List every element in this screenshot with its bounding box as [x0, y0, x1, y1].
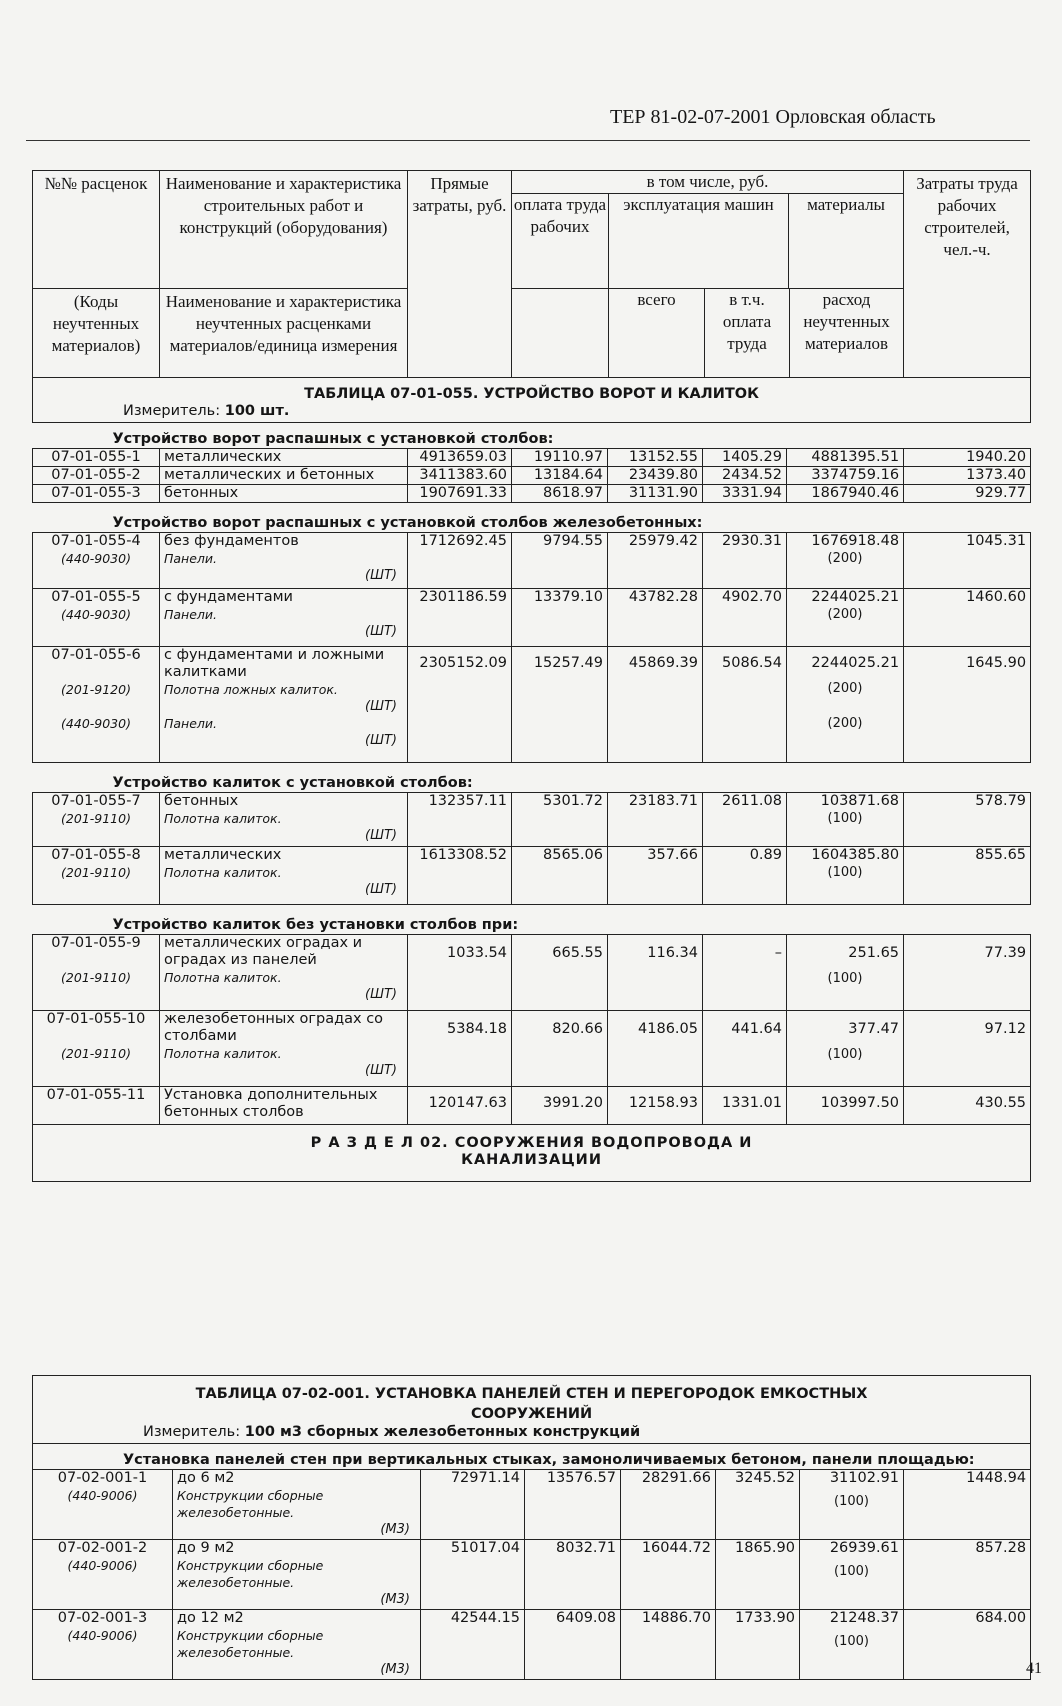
row-labor: 1045.31: [904, 533, 1031, 589]
table2-meter: [33, 1424, 1031, 1444]
material-unit: (М3): [380, 1522, 410, 1537]
row-direct: 51017.04: [421, 1540, 525, 1610]
row-wages: 19110.97: [512, 449, 608, 467]
row-direct: 3411383.60: [408, 467, 512, 485]
caption-line: СООРУЖЕНИЙ: [470, 1406, 593, 1422]
row-direct: 42544.15: [421, 1610, 525, 1680]
row-code: 07-02-001-2: [57, 1540, 148, 1556]
table-row: [33, 485, 1031, 503]
price-table: [32, 170, 1031, 1182]
row-name: с фундаментами и ложными калитками: [164, 647, 385, 680]
row-wages: 820.66: [512, 1011, 608, 1087]
header-incl-group: [512, 171, 904, 289]
table-row: [33, 647, 1031, 763]
price-table-2: [32, 1375, 1031, 1680]
row-direct: 120147.63: [408, 1087, 512, 1125]
material-qty: (200): [827, 681, 863, 696]
row-machines: 45869.39: [608, 647, 703, 763]
material-name: Полотна калиток.: [164, 970, 282, 985]
table-row: [33, 793, 1031, 847]
row-materials: 103997.50: [787, 1087, 904, 1125]
row-code: 07-01-055-1: [33, 449, 160, 467]
row-direct: 72971.14: [421, 1470, 525, 1540]
material-code: (440-9006): [67, 1628, 138, 1643]
row-machines: 14886.70: [621, 1610, 716, 1680]
row-name: бетонных: [160, 485, 408, 503]
row-machine-wages: 2611.08: [703, 793, 787, 847]
row-direct: 2301186.59: [408, 589, 512, 647]
material-unit: (ШТ): [365, 1063, 397, 1078]
row-machines: 28291.66: [621, 1470, 716, 1540]
row-code: 07-01-055-6: [51, 647, 141, 663]
row-machines: 357.66: [608, 847, 703, 905]
material-unit: (ШТ): [365, 733, 397, 748]
row-wages: 5301.72: [512, 793, 608, 847]
row-direct: 132357.11: [408, 793, 512, 847]
material-unit: (ШТ): [365, 699, 397, 714]
table2-caption: [33, 1376, 1031, 1425]
row-materials: 1676918.48: [811, 533, 900, 549]
row-materials: 26939.61: [829, 1540, 899, 1556]
table-row: [33, 1470, 1031, 1540]
row-code: 07-01-055-9: [51, 935, 141, 951]
row-machines: 13152.55: [608, 449, 703, 467]
material-name: Полотна калиток.: [164, 811, 282, 826]
page-number: 41: [1026, 1660, 1042, 1677]
material-qty: (100): [834, 1494, 869, 1509]
row-wages: 8565.06: [512, 847, 608, 905]
material-code: (201-9110): [61, 1046, 131, 1061]
row-materials: 2244025.21: [811, 655, 900, 671]
header-rule: [26, 140, 1030, 141]
material-code: (440-9030): [61, 716, 131, 731]
material-code: (201-9120): [61, 682, 131, 697]
material-name: Конструкции сборные железобетонные.: [177, 1628, 324, 1660]
header-total: всего: [609, 289, 705, 377]
material-unit: (ШТ): [365, 882, 397, 897]
material-unit: (ШТ): [365, 624, 397, 639]
row-labor: 1448.94: [904, 1470, 1031, 1540]
row-code: 07-01-055-8: [51, 847, 141, 863]
row-materials: 103871.68: [820, 793, 900, 809]
row-code: 07-01-055-3: [33, 485, 160, 503]
row-materials: 1604385.80: [811, 847, 900, 863]
row-labor: 929.77: [904, 485, 1031, 503]
row-code: 07-01-055-7: [51, 793, 141, 809]
group-title: Устройство ворот распашных с установкой столбов железобетонных:: [33, 503, 1031, 533]
row-code: 07-01-055-2: [33, 467, 160, 485]
header-material-codes: (Коды неучтенных материалов): [33, 289, 160, 378]
row-wages: 13576.57: [525, 1470, 621, 1540]
row-labor: 855.65: [904, 847, 1031, 905]
section-title-line: Р А З Д Е Л 02. СООРУЖЕНИЯ ВОДОПРОВОДА И: [310, 1135, 753, 1151]
row-wages: 665.55: [512, 935, 608, 1011]
material-code: (201-9110): [61, 811, 131, 826]
row-machine-wages: 1733.90: [716, 1610, 800, 1680]
row-materials: 4881395.51: [787, 449, 904, 467]
header-codes: №№ расценок: [33, 171, 160, 289]
row-machine-wages: 441.64: [703, 1011, 787, 1087]
material-unit: (М3): [380, 1662, 410, 1677]
meter-label: Измеритель:: [143, 1424, 241, 1440]
row-machine-wages: 2434.52: [703, 467, 787, 485]
table-row: [33, 1011, 1031, 1087]
row-direct: 1712692.45: [408, 533, 512, 589]
header-incl-wages: в т.ч. оплата труда: [705, 289, 790, 377]
row-wages: 3991.20: [512, 1087, 608, 1125]
row-labor: 77.39: [904, 935, 1031, 1011]
row-direct: 1613308.52: [408, 847, 512, 905]
row-labor: 578.79: [904, 793, 1031, 847]
material-name: Полотна ложных калиток.: [164, 682, 338, 697]
row-machine-wages: 3245.52: [716, 1470, 800, 1540]
header-labor: Затраты труда рабочих строителей, чел.-ч.: [904, 171, 1031, 378]
material-code: (440-9006): [67, 1488, 138, 1503]
row-code: 07-01-055-4: [51, 533, 141, 549]
material-qty: (100): [827, 971, 863, 986]
row-machine-wages: –: [703, 935, 787, 1011]
row-machine-wages: 1405.29: [703, 449, 787, 467]
row-machine-wages: 4902.70: [703, 589, 787, 647]
table-row: [33, 1540, 1031, 1610]
group-title: Устройство ворот распашных с установкой столбов:: [33, 423, 1031, 449]
row-name: металлических оградах и оградах из панелей: [164, 935, 363, 968]
row-machines: 4186.05: [608, 1011, 703, 1087]
row-wages: 13184.64: [512, 467, 608, 485]
material-name: Конструкции сборные железобетонные.: [177, 1558, 324, 1590]
row-labor: 1940.20: [904, 449, 1031, 467]
meter-value: 100 м3 сборных железобетонных конструкций: [244, 1424, 641, 1440]
row-name: с фундаментами: [164, 589, 293, 605]
row-machine-wages: 0.89: [703, 847, 787, 905]
material-qty: (100): [834, 1634, 869, 1649]
row-wages: 9794.55: [512, 533, 608, 589]
header-name: Наименование и характеристика строительных работ и конструкций (оборудования): [160, 171, 408, 289]
group-title: Устройство калиток без установки столбов при:: [33, 905, 1031, 935]
header-machines: эксплуатация машин: [609, 194, 789, 288]
material-qty: (200): [827, 551, 863, 566]
header-unaccounted: расход неучтенных материалов: [803, 290, 890, 353]
row-wages: 13379.10: [512, 589, 608, 647]
row-machine-wages: 3331.94: [703, 485, 787, 503]
row-direct: 1033.54: [408, 935, 512, 1011]
material-name: Панели.: [164, 607, 218, 622]
caption-line: ТАБЛИЦА 07-02-001. УСТАНОВКА ПАНЕЛЕЙ СТЕН И ПЕРЕГОРОДОК ЕМКОСТНЫХ: [195, 1386, 868, 1402]
material-qty: (100): [827, 1047, 863, 1062]
table-row: [33, 449, 1031, 467]
row-labor: 1373.40: [904, 467, 1031, 485]
row-labor: 857.28: [904, 1540, 1031, 1610]
row-machine-wages: 1865.90: [716, 1540, 800, 1610]
material-name: Конструкции сборные железобетонные.: [177, 1488, 324, 1520]
row-labor: 430.55: [904, 1087, 1031, 1125]
row-name: металлических: [164, 847, 282, 863]
material-name: Полотна калиток.: [164, 1046, 282, 1061]
running-header: ТЕР 81-02-07-2001 Орловская область: [610, 106, 936, 128]
header-wages: оплата труда рабочих: [512, 194, 609, 288]
row-machines: 25979.42: [608, 533, 703, 589]
row-name: до 6 м2: [177, 1470, 235, 1486]
row-labor: 97.12: [904, 1011, 1031, 1087]
row-code: 07-02-001-3: [57, 1610, 148, 1626]
material-qty: (100): [827, 811, 863, 826]
row-machines: 23183.71: [608, 793, 703, 847]
material-unit: (ШТ): [365, 828, 397, 843]
table-row: [33, 1087, 1031, 1125]
row-name: до 12 м2: [177, 1610, 244, 1626]
row-code: 07-02-001-1: [57, 1470, 148, 1486]
group-title: Устройство калиток с установкой столбов:: [33, 763, 1031, 793]
row-wages: 15257.49: [512, 647, 608, 763]
material-qty: (100): [827, 865, 863, 880]
section-title-line: КАНАЛИЗАЦИИ: [461, 1152, 602, 1168]
section-title: [33, 1125, 1031, 1182]
row-code: 07-01-055-11: [33, 1087, 160, 1125]
row-name: до 9 м2: [177, 1540, 235, 1556]
row-machine-wages: 5086.54: [703, 647, 787, 763]
row-wages: 6409.08: [525, 1610, 621, 1680]
row-wages: 8032.71: [525, 1540, 621, 1610]
table-row: [33, 847, 1031, 905]
header-materials: материалы: [807, 195, 885, 214]
row-direct: 4913659.03: [408, 449, 512, 467]
row-machines: 116.34: [608, 935, 703, 1011]
row-materials: 31102.91: [829, 1470, 899, 1486]
row-code: 07-01-055-10: [46, 1011, 146, 1027]
material-qty: (200): [827, 716, 863, 731]
table-row: [33, 533, 1031, 589]
row-materials: 377.47: [848, 1021, 900, 1037]
row-machines: 43782.28: [608, 589, 703, 647]
row-machines: 16044.72: [621, 1540, 716, 1610]
header-incl-sub: [512, 289, 904, 378]
header-incl: в том числе, руб.: [512, 171, 903, 194]
material-qty: (200): [827, 607, 863, 622]
row-machines: 12158.93: [608, 1087, 703, 1125]
material-code: (201-9110): [61, 970, 131, 985]
table-row: [33, 467, 1031, 485]
material-unit: (М3): [380, 1592, 410, 1607]
meter-label: Измеритель:: [123, 403, 221, 419]
row-machines: 31131.90: [608, 485, 703, 503]
row-direct: 5384.18: [408, 1011, 512, 1087]
header-material-names: Наименование и характеристика неучтенных расценками материалов/единица измерения: [160, 289, 408, 378]
header-direct: Прямые затраты, руб.: [408, 171, 512, 378]
row-labor: 1460.60: [904, 589, 1031, 647]
row-materials: 251.65: [848, 945, 900, 961]
material-code: (440-9006): [67, 1558, 138, 1573]
row-labor: 684.00: [904, 1610, 1031, 1680]
row-name: без фундаментов: [164, 533, 299, 549]
table-row: [33, 1610, 1031, 1680]
row-machines: 23439.80: [608, 467, 703, 485]
row-name: железобетонных оградах со столбами: [164, 1011, 384, 1044]
row-labor: 1645.90: [904, 647, 1031, 763]
material-unit: (ШТ): [365, 987, 397, 1002]
material-qty: (100): [834, 1564, 869, 1579]
row-materials: 1867940.46: [787, 485, 904, 503]
material-name: Панели.: [164, 716, 218, 731]
table1-meter: [33, 403, 1031, 423]
material-unit: (ШТ): [365, 568, 397, 583]
group-title: Установка панелей стен при вертикальных стыках, замоноличиваемых бетоном, панели площадью:: [33, 1444, 1031, 1470]
meter-value: 100 шт.: [224, 403, 290, 419]
row-direct: 2305152.09: [408, 647, 512, 763]
row-materials: 21248.37: [829, 1610, 899, 1626]
table-row: [33, 589, 1031, 647]
material-name: Полотна калиток.: [164, 865, 282, 880]
row-materials: 2244025.21: [811, 589, 900, 605]
row-machine-wages: 2930.31: [703, 533, 787, 589]
row-name: Установка дополнительных бетонных столбов: [160, 1087, 408, 1125]
material-code: (440-9030): [61, 551, 131, 566]
row-machine-wages: 1331.01: [703, 1087, 787, 1125]
row-name: металлических и бетонных: [160, 467, 408, 485]
table1-caption: ТАБЛИЦА 07-01-055. УСТРОЙСТВО ВОРОТ И КАЛИТОК: [33, 378, 1031, 404]
row-name: металлических: [160, 449, 408, 467]
row-name: бетонных: [164, 793, 239, 809]
material-code: (201-9110): [61, 865, 131, 880]
material-name: Панели.: [164, 551, 218, 566]
row-wages: 8618.97: [512, 485, 608, 503]
row-materials: 3374759.16: [787, 467, 904, 485]
material-code: (440-9030): [61, 607, 131, 622]
table-row: [33, 935, 1031, 1011]
row-direct: 1907691.33: [408, 485, 512, 503]
row-code: 07-01-055-5: [51, 589, 141, 605]
